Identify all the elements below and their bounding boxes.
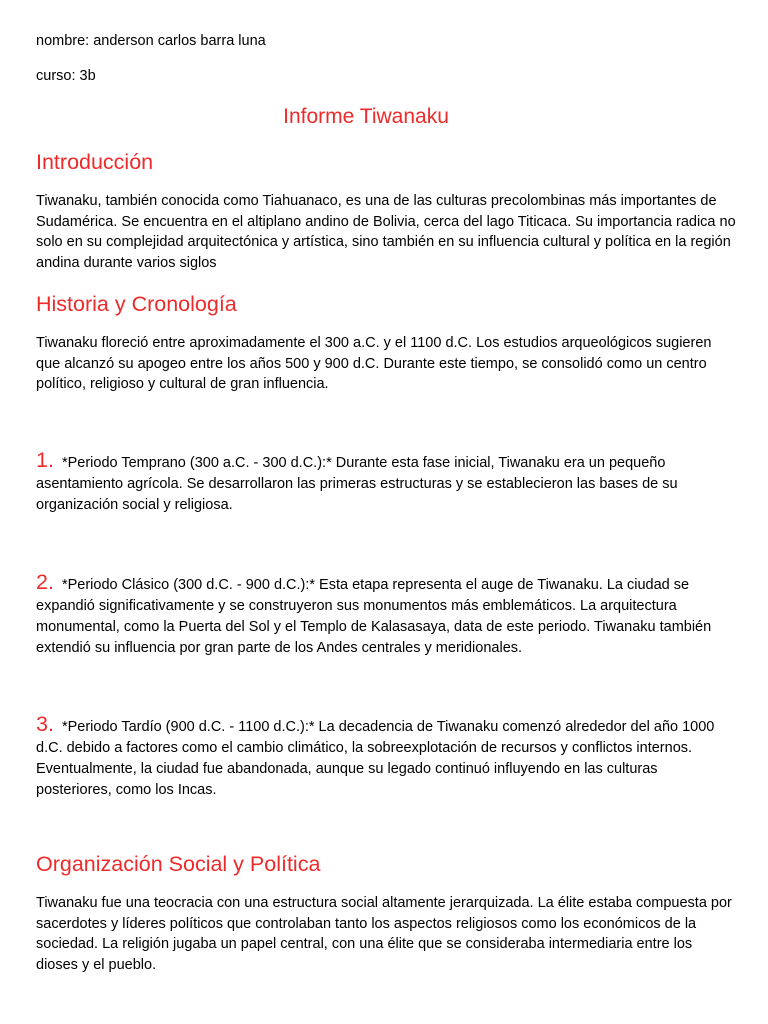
period-item-early (36, 450, 736, 516)
social-organization-paragraph: Tiwanaku fue una teocracia con una estructura social altamente jerarquizada. La élite estaba compuesta por sacerdotes y líderes políticos que controlaban tanto los aspectos religiosos como los económicos de la sociedad. La religión jugaba un papel central, con una élite que se consideraba intermediaria entre los dioses y el pueblo. (36, 895, 732, 973)
list-item-text: *Periodo Temprano (300 a.C. - 300 d.C.):* Durante esta fase inicial, Tiwanaku era un pequeño asentamiento agrícola. Se desarrollaron las primeras estructuras y se establecieron las bases de su organización social y religiosa. (36, 455, 678, 513)
heading-social-organization: Organización Social y Política (36, 852, 321, 876)
heading-history: Historia y Cronología (36, 292, 237, 316)
course-line: curso: 3b (36, 68, 96, 84)
list-number: 1. (36, 448, 54, 472)
list-number: 2. (36, 570, 54, 594)
period-item-late (36, 714, 736, 801)
list-item-text: *Periodo Tardío (900 d.C. - 1100 d.C.):* La decadencia de Tiwanaku comenzó alrededor del año 1000 d.C. debido a factores como el cambio climático, la sobreexplotación de recursos y conflictos internos. Eventualmente, la ciudad fue abandonada, aunque su legado continuó influyendo en las culturas posteriores, como los Incas. (36, 719, 715, 798)
heading-introduction: Introducción (36, 150, 154, 174)
history-paragraph: Tiwanaku floreció entre aproximadamente el 300 a.C. y el 1100 d.C. Los estudios arqueológicos sugieren que alcanzó su apogeo entre los años 500 y 900 d.C. Durante este tiempo, se consolidó como un centro político, religioso y cultural de gran influencia. (36, 335, 712, 392)
list-number: 3. (36, 712, 54, 736)
list-item-text: *Periodo Clásico (300 d.C. - 900 d.C.):* Esta etapa representa el auge de Tiwanaku. La ciudad se expandió significativamente y se construyeron sus monumentos más emblemáticos. La arquitectura monumental, como la Puerta del Sol y el Templo de Kalasasaya, data de este periodo. Tiwanaku también extendió su influencia por gran parte de los Andes centrales y meridionales. (36, 577, 712, 656)
introduction-paragraph: Tiwanaku, también conocida como Tiahuanaco, es una de las culturas precolombinas más importantes de Sudamérica. Se encuentra en el altiplano andino de Bolivia, cerca del lago Titicaca. Su importancia radica no solo en su complejidad arquitectónica y artística, sino también en su influencia cultural y política en la región andina durante varios siglos (36, 193, 736, 271)
student-name: nombre: anderson carlos barra luna (36, 33, 266, 49)
document-title: Informe Tiwanaku (283, 105, 449, 128)
period-item-classic (36, 572, 736, 659)
